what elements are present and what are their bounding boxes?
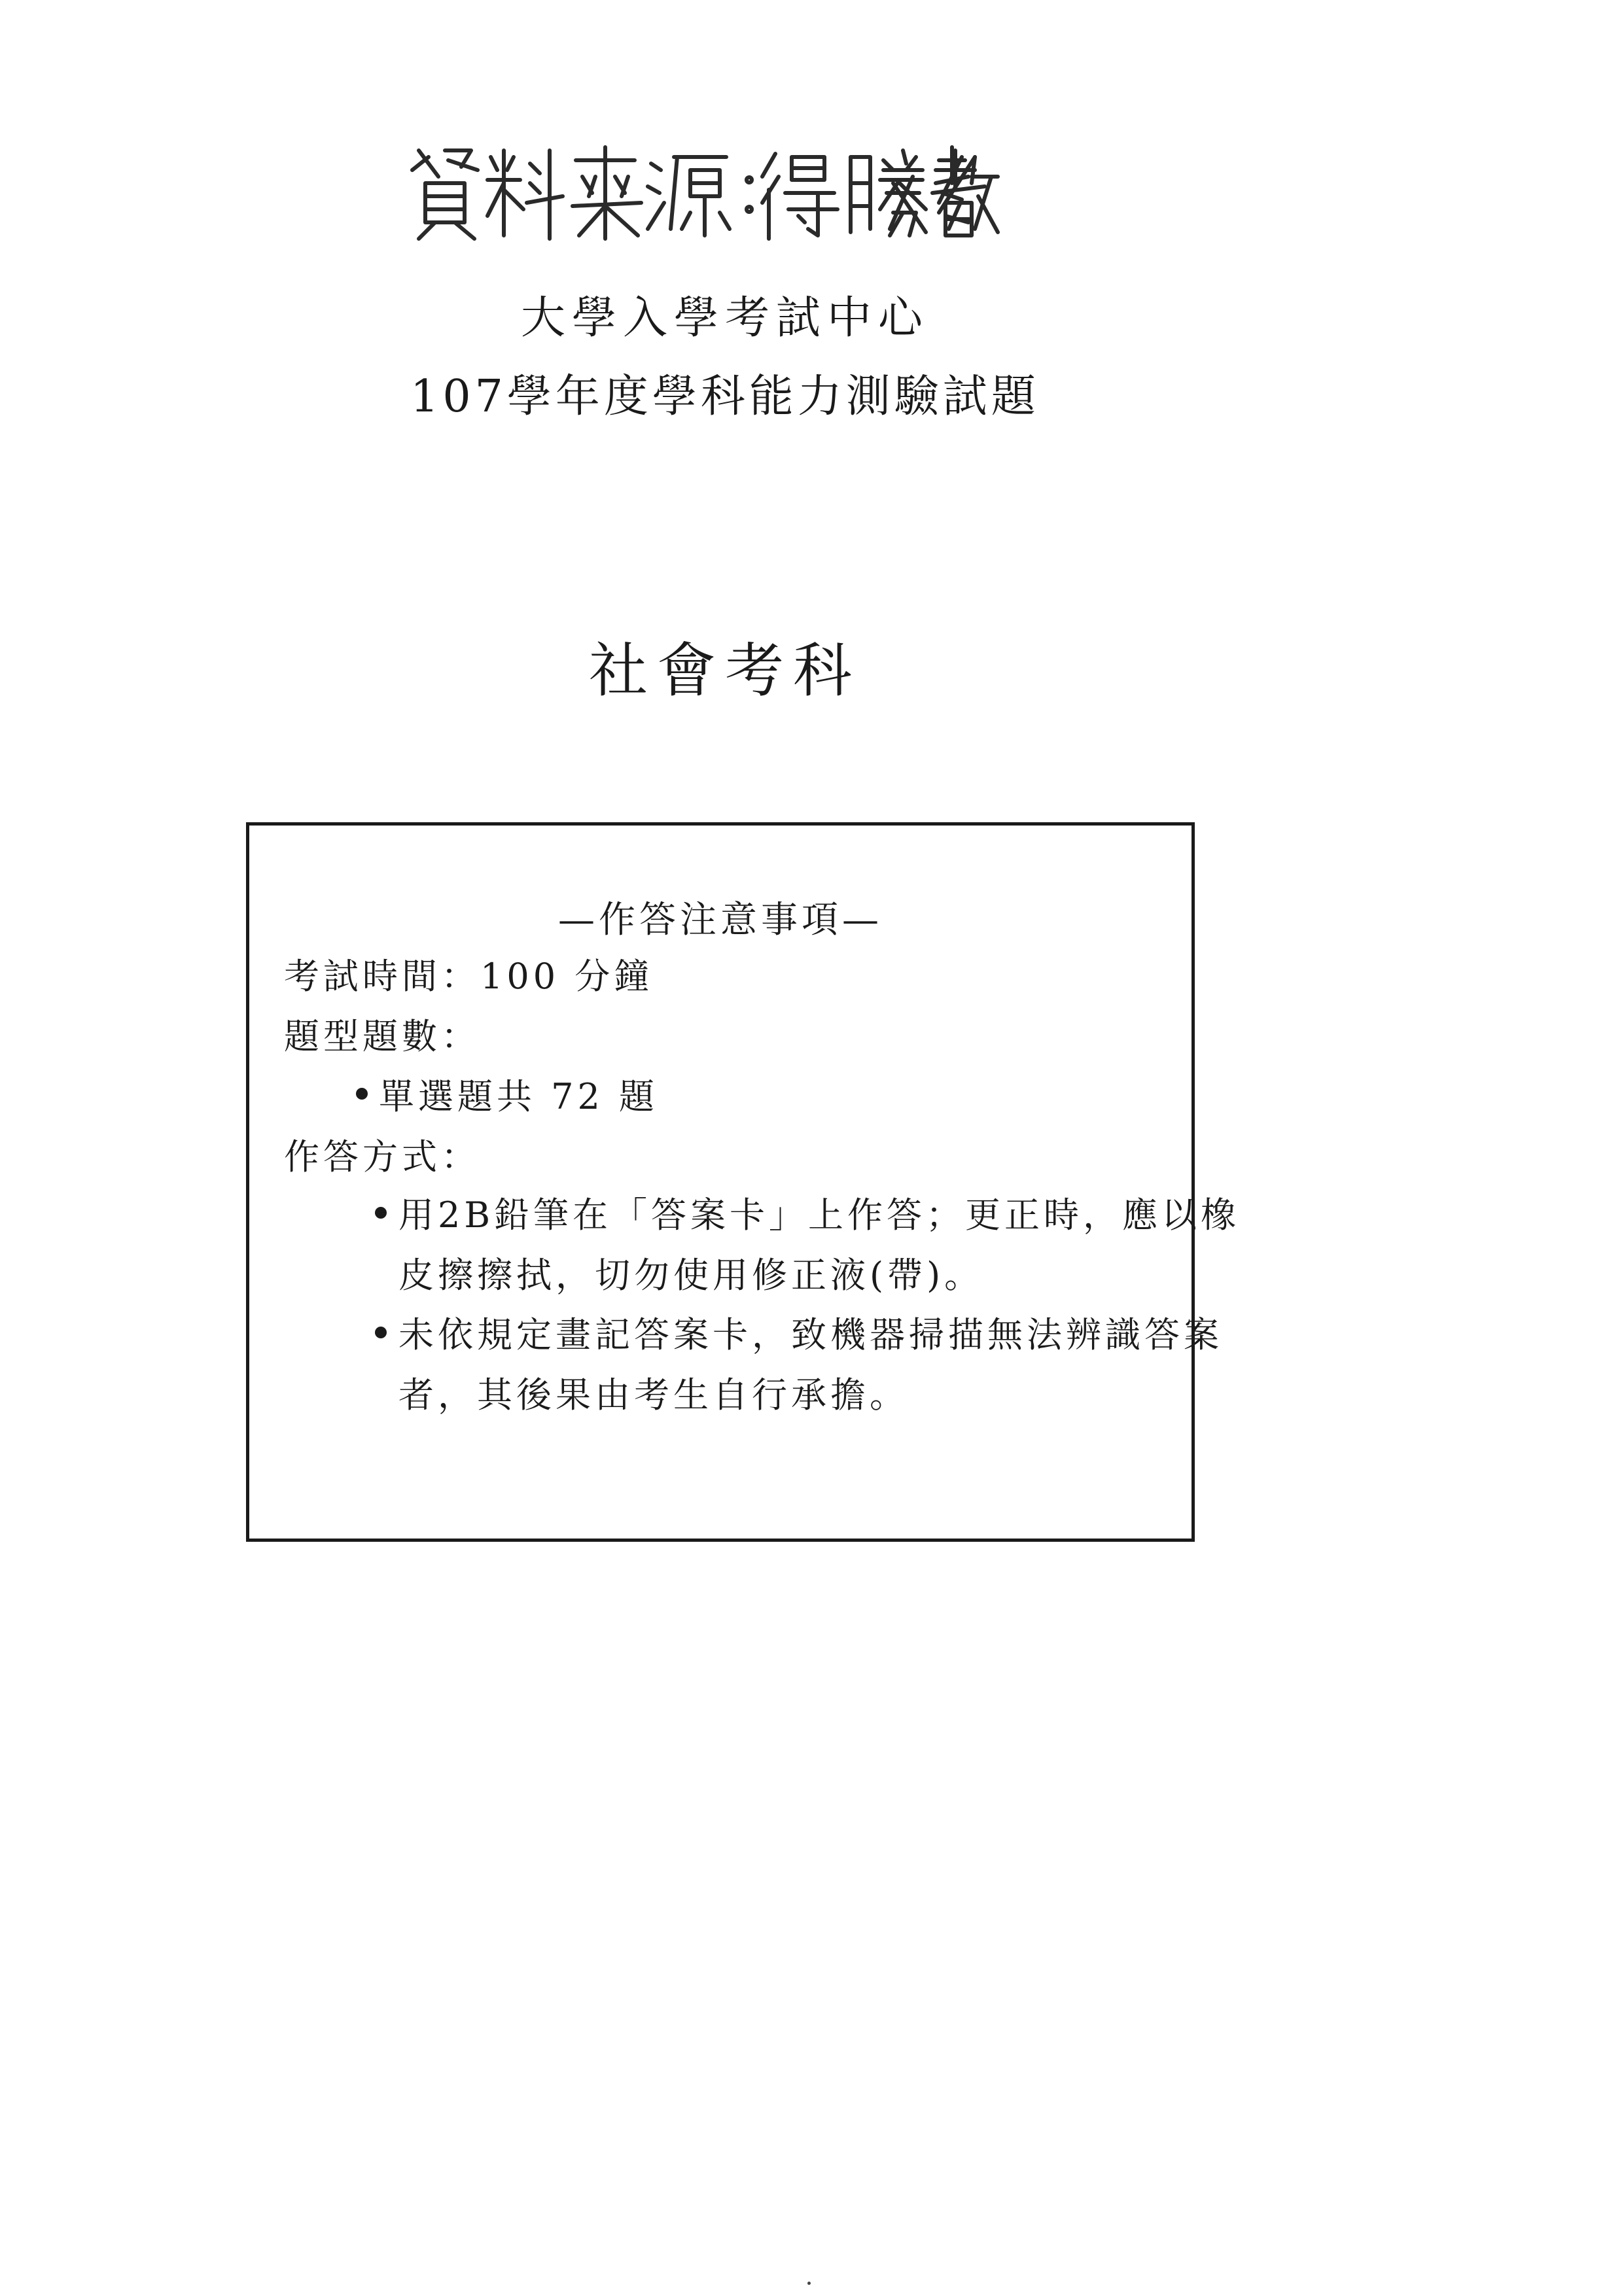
bullet-icon [356,1088,368,1100]
organization-name: 大學入學考試中心 [520,292,929,344]
question-types-item: 單選題共 72 題 [379,1076,659,1117]
question-types-label: 題型題數： [284,1016,480,1057]
bullet-icon [375,1327,387,1338]
answer-item-2-line2: 者，其後果由考生自行承擔。 [398,1374,909,1416]
notice-box [246,822,1241,1542]
answer-method-label: 作答方式： [284,1136,480,1177]
exam-time: 考試時間：100 分鐘 [284,956,654,997]
bullet-icon [375,1207,387,1219]
subject-title: 社會考科 [589,636,861,705]
exam-title: 107學年度學科能力測驗試題 [410,371,1040,423]
handwritten-source-note-tail [877,131,1001,242]
answer-item-1-line1: 用2B鉛筆在「答案卡」上作答；更正時，應以橡 [398,1194,1241,1236]
scan-dot [807,2282,811,2285]
answer-item-2-line1: 未依規定畫記答案卡，致機器掃描無法辨識答案 [398,1314,1223,1355]
notice-title: —作答注意事項— [558,899,883,941]
answer-item-1-line2: 皮擦擦拭，切勿使用修正液(帶)。 [398,1255,984,1296]
